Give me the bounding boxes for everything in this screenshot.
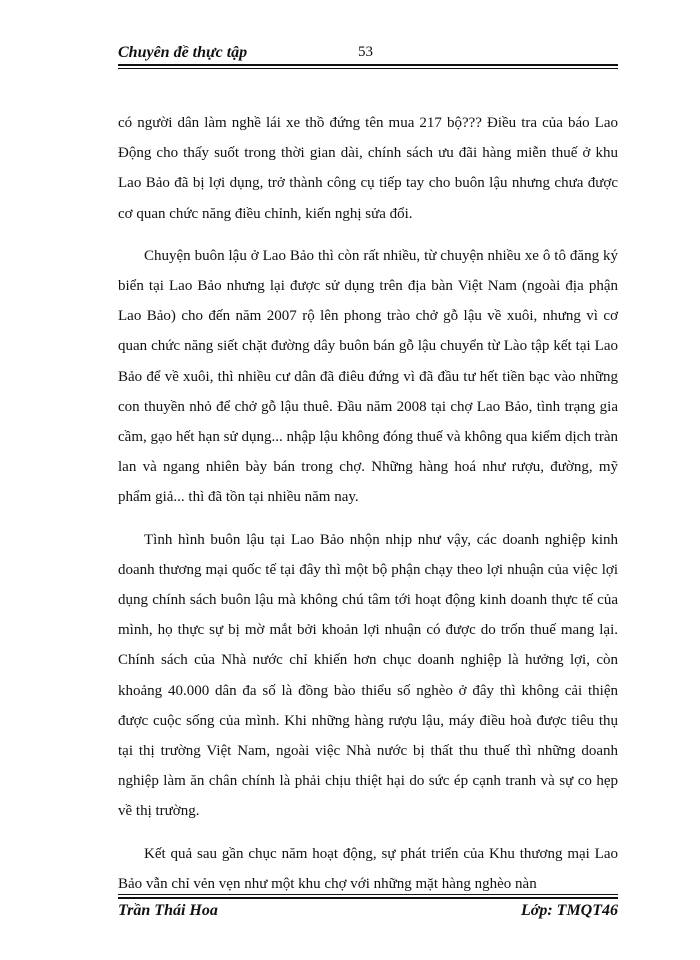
paragraph-3: Tình hình buôn lậu tại Lao Bảo nhộn nhịp như vậy, các doanh nghiệp kinh doanh thương mại quốc tế tại đây thì một bộ phận chạy theo lợi nhuận của việc lợi dụng chính sách buôn lậu mà không chú tâm tới hoạt động kinh doanh thực tế của mình, họ thực sự bị mờ mắt bởi khoản lợi nhuận có được do trốn thuế mang lại. Chính sách của Nhà nước chỉ khiến hơn chục doanh nghiệp là hưởng lợi, còn khoảng 40.000 dân đa số là đồng bào thiểu số nghèo ở đây thì không cải thiện được cuộc sống của mình. Khi những hàng rượu lậu, máy điều hoà được tiêu thụ tại thị trường Việt Nam, ngoài việc Nhà nước bị thất thu thuế thì những doanh nghiệp làm ăn chân chính là phải chịu thiệt hại do sức ép cạnh tranh và sự co hẹp về thị trường. (118, 531, 618, 820)
header-rule (118, 64, 618, 69)
document-body (118, 108, 618, 911)
footer-rule (118, 894, 618, 899)
paragraph-4: Kết quả sau gần chục năm hoạt động, sự phát triển của Khu thương mại Lao Bảo vẫn chỉ vẻn vẹn như một khu chợ với những mặt hàng nghèo nàn (118, 845, 618, 892)
page-number: 53 (358, 44, 373, 60)
footer-class: Lớp: TMQT46 (520, 902, 618, 919)
header-title: Chuyên đề thực tập (118, 44, 248, 61)
footer-author: Trần Thái Hoa (118, 902, 218, 919)
paragraph-2: Chuyện buôn lậu ở Lao Bảo thì còn rất nhiều, từ chuyện nhiều xe ô tô đăng ký biển tại Lao Bảo nhưng lại được sử dụng trên địa bàn Việt Nam (ngoài địa phận Lao Bảo) cho đến năm 2007 rộ lên phong trào chở gỗ lậu về xuôi, nhưng vì cơ quan chức năng siết chặt đường dây buôn bán gỗ lậu chuyển từ Lào tập kết tại Lao Bảo để về xuôi, thì nhiều cư dân đã điêu đứng vì đã đầu tư hết tiền bạc vào những con thuyền nhỏ để chở gỗ lậu thuê. Đầu năm 2008 tại chợ Lao Bảo, tình trạng gia cầm, gạo hết hạn sử dụng... nhập lậu không đóng thuế và không qua kiểm dịch tràn lan và ngang nhiên bày bán trong chợ. Những hàng hoá như rượu, đường, mỹ phẩm giả... thì đã tồn tại nhiều năm nay. (118, 247, 618, 506)
page-header (118, 44, 618, 66)
paragraph-1: có người dân làm nghề lái xe thồ đứng tên mua 217 bộ??? Điều tra của báo Lao Động cho thấy suốt trong thời gian dài, chính sách ưu đãi hàng miễn thuế ở khu Lao Bảo đã bị lợi dụng, trở thành công cụ tiếp tay cho buôn lậu nhưng chưa được cơ quan chức năng điều chỉnh, kiến nghị sửa đổi. (118, 115, 618, 222)
